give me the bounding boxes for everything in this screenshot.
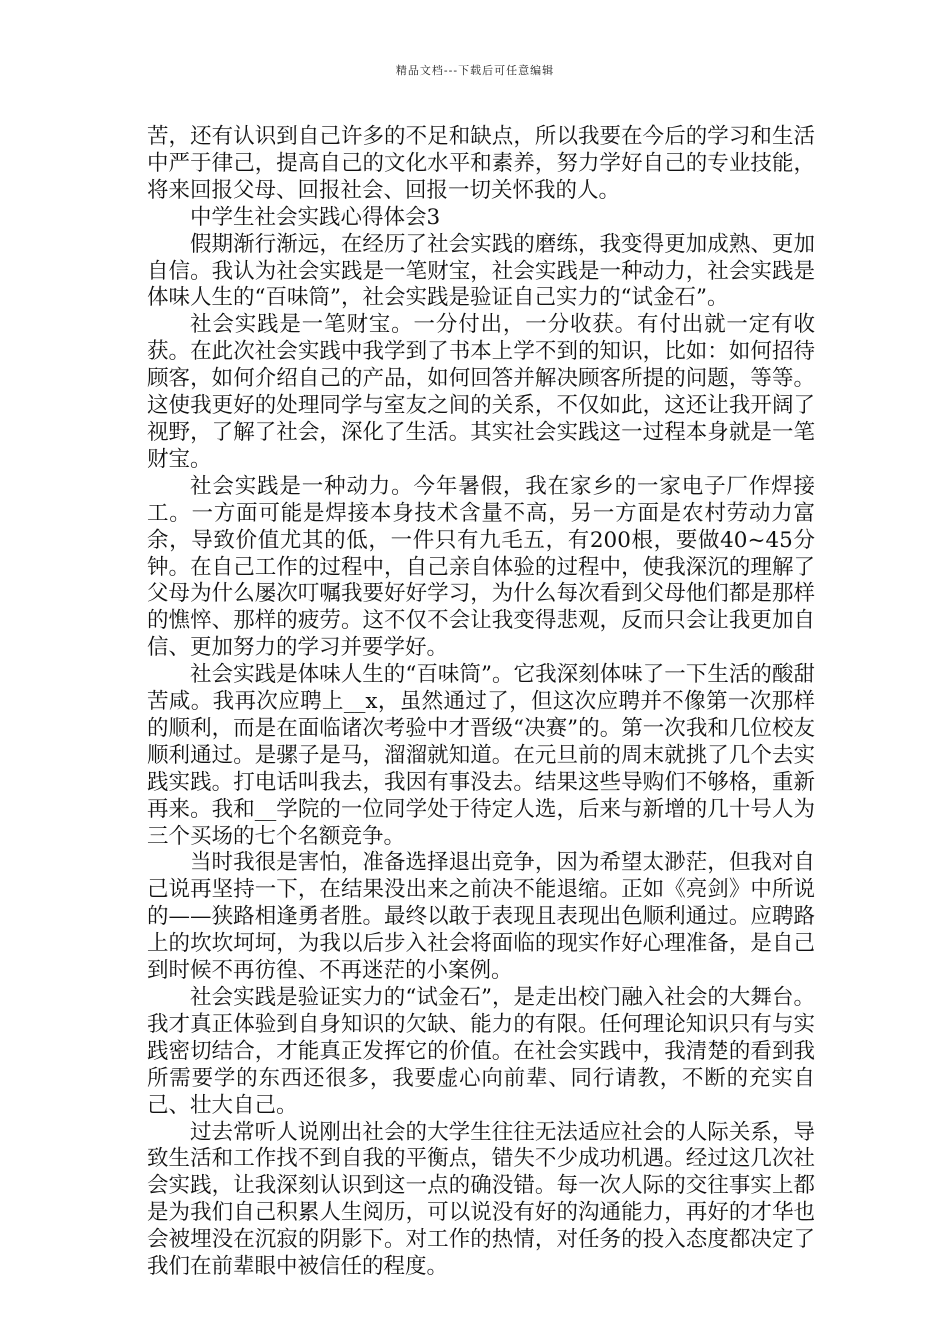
paragraph-continuation: 苦，还有认识到自己许多的不足和缺点，所以我要在今后的学习和生活中严于律己，提高自己的文化水平和素养，努力学好自己的专业技能，将来回报父母、回报社会、回报一切关怀我的人。 bbox=[147, 124, 815, 203]
page-header: 精品文档---下载后可任意编辑 bbox=[395, 64, 555, 77]
document-body bbox=[147, 124, 815, 1281]
section-title: 中学生社会实践心得体会3 bbox=[190, 204, 441, 230]
paragraph: 假期渐行渐远，在经历了社会实践的磨练，我变得更加成熟、更加自信。我认为社会实践是一笔财宝，社会实践是一种动力，社会实践是体味人生的“百味筒”，社会实践是验证自己实力的“试金石”。 bbox=[147, 231, 815, 311]
paragraph: 社会实践是一种动力。今年暑假，我在家乡的一家电子厂作焊接工。一方面可能是焊接本身技术含量不高，另一方面是农村劳动力富余，导致价值尤其的低，一件只有九毛五，有200根，要做40~45分钟。在自己工作的过程中，自己亲自体验的过程中，使我深沉的理解了父母为什么屡次叮嘱我要好好学习，为什么每次看到父母他们都是那样的憔悴、那样的疲劳。这不仅不会让我变得悲观，反而只会让我更加自信、更加努力的学习并要学好。 bbox=[147, 473, 815, 661]
paragraph: 社会实践是体味人生的“百味筒”。它我深刻体味了一下生活的酸甜苦咸。我再次应聘上__x，虽然通过了，但这次应聘并不像第一次那样的顺利，而是在面临诸次考验中才晋级“决赛”的。第一次我和几位校友顺利通过。是骡子是马，溜溜就知道。在元旦前的周末就挑了几个去实践实践。打电话叫我去，我因有事没去。结果这些导购们不够格，重新再来。我和__学院的一位同学处于待定人选，后来与新增的几十号人为三个买场的七个名额竞争。 bbox=[147, 662, 815, 849]
paragraph: 过去常听人说刚出社会的大学生往往无法适应社会的人际关系，导致生活和工作找不到自我的平衡点，错失不少成功机遇。经过这几次社会实践，让我深刻认识到这一点的确没错。每一次人际的交往事实上都是为我们自己积累人生阅历，可以说没有好的沟通能力，再好的才华也会被埋没在沉寂的阴影下。对工作的热情，对任务的投入态度都决定了我们在前辈眼中被信任的程度。 bbox=[147, 1119, 815, 1280]
paragraph: 社会实践是一笔财宝。一分付出，一分收获。有付出就一定有收获。在此次社会实践中我学到了书本上学不到的知识，比如：如何招待顾客，如何介绍自己的产品，如何回答并解决顾客所提的问题，等等。这使我更好的处理同学与室友之间的关系，不仅如此，这还让我开阔了视野，了解了社会，深化了生活。其实社会实践这一过程本身就是一笔财宝。 bbox=[147, 312, 815, 472]
paragraph: 社会实践是验证实力的“试金石”，是走出校门融入社会的大舞台。我才真正体验到自身知识的欠缺、能力的有限。任何理论知识只有与实践密切结合，才能真正发挥它的价值。在社会实践中，我清楚的看到我所需要学的东西还很多，我要虚心向前辈、同行请教，不断的充实自己、壮大自己。 bbox=[147, 985, 815, 1118]
paragraph: 当时我很是害怕，准备选择退出竞争，因为希望太渺茫，但我对自己说再坚持一下，在结果没出来之前决不能退缩。正如《亮剑》中所说的——狭路相逢勇者胜。最终以敢于表现且表现出色顺利通过。应聘路上的坎坎坷坷，为我以后步入社会将面临的现实作好心理准备，是自己到时候不再彷徨、不再迷茫的小案例。 bbox=[147, 850, 815, 984]
